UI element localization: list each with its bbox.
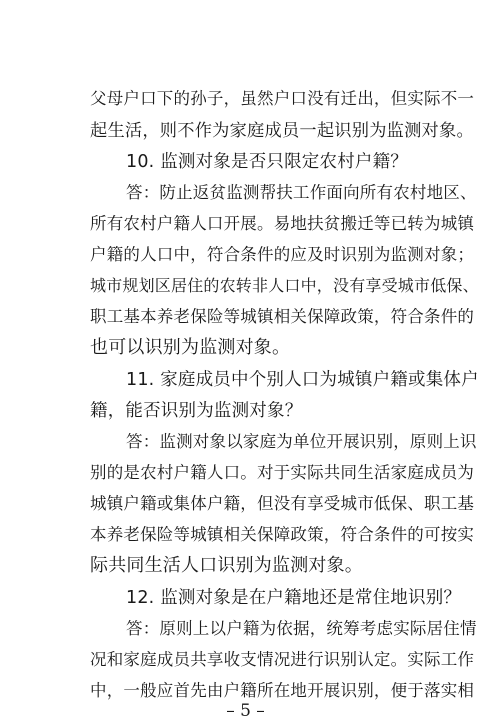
- question-heading-continued: 籍，能否识别为监测对象？: [90, 401, 303, 421]
- answer-paragraph-start: 答：防止返贫监测帮扶工作面向所有农村地区、: [126, 183, 477, 202]
- text-line: 所有农村户籍人口开展。易地扶贫搬迁等已转为城镇: [90, 214, 475, 233]
- text-line: 也可以识别为监测对象。: [90, 337, 291, 358]
- answer-paragraph-start: 答：监测对象以家庭为单位开展识别，原则上识: [126, 432, 477, 451]
- text-line: 城镇户籍或集体户籍，但没有享受城市低保、职工基: [90, 494, 475, 513]
- answer-paragraph-start: 答：原则上以户籍为依据，统筹考虑实际居住情: [126, 619, 477, 638]
- question-heading: 11. 家庭成员中个别人口为城镇户籍或集体户: [126, 370, 479, 390]
- page-number: – 5 –: [226, 701, 265, 721]
- text-line: 中，一般应首先由户籍所在地开展识别，便于落实相: [90, 681, 475, 700]
- question-heading: 12. 监测对象是在户籍地还是常住地识别？: [126, 588, 462, 608]
- text-line: 别的是农村户籍人口。对于实际共同生活家庭成员为: [90, 463, 475, 482]
- text-line: 际共同生活人口识别为监测对象。: [90, 555, 363, 576]
- text-line: 父母户口下的孙子，虽然户口没有迁出，但实际不一: [90, 89, 475, 108]
- question-heading: 10. 监测对象是否只限定农村户籍？: [126, 152, 408, 172]
- text-line: 况和家庭成员共享收支情况进行识别认定。实际工作: [90, 650, 475, 669]
- text-line: 本养老保险等城镇相关保障政策，符合条件的可按实: [90, 525, 475, 544]
- text-line: 职工基本养老保险等城镇相关保障政策，符合条件的: [90, 307, 475, 326]
- text-line: 起生活，则不作为家庭成员一起识别为监测对象。: [90, 121, 474, 141]
- text-line: 户籍的人口中，符合条件的应及时识别为监测对象；: [90, 245, 475, 264]
- text-line: 城市规划区居住的农转非人口中，没有享受城市低保、: [90, 276, 479, 295]
